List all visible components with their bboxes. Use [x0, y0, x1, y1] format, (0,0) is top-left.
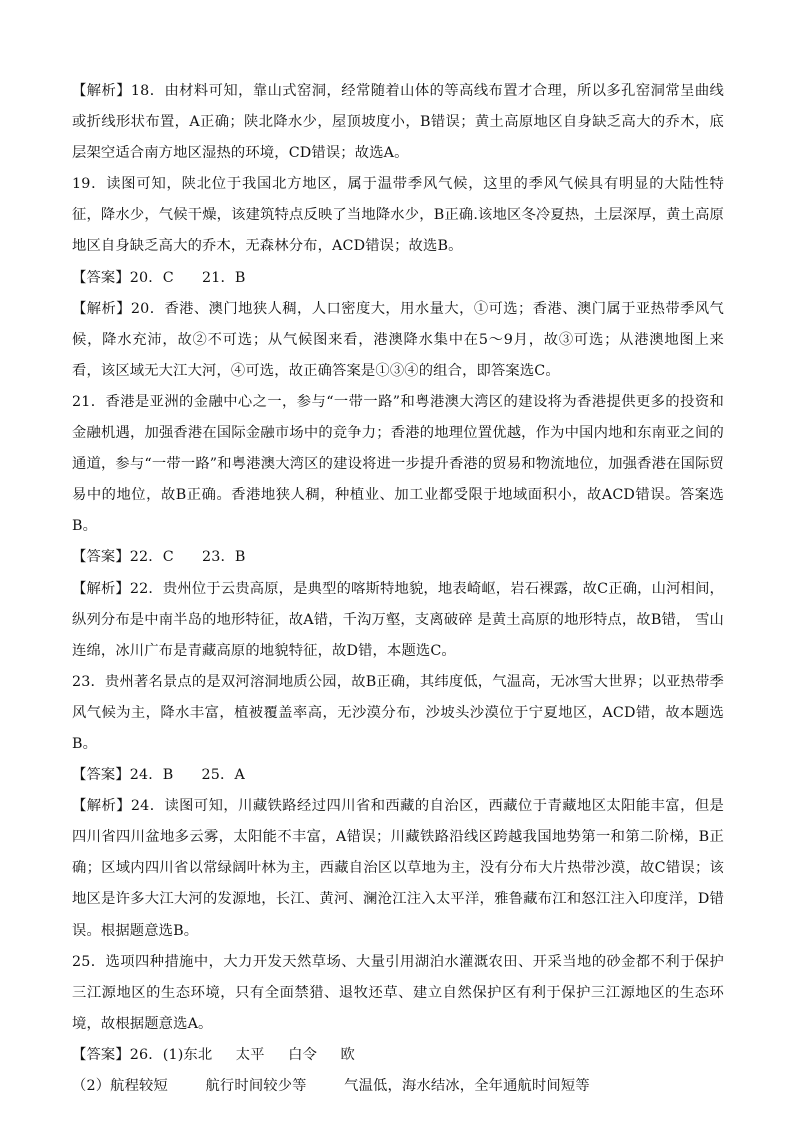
analysis-paragraph-19: 19．读图可知，陕北位于我国北方地区，属于温带季风气候，这里的季风气候具有明显的大陆性特征，降水少，气候干燥，该建筑特点反映了当地降水少，B正确.该地区冬冷夏热，土层深厚，黄土高原地区自身缺乏高大的乔木，无森林分布，ACD错误；故选B。	[72, 176, 724, 255]
document-page	[72, 76, 724, 1102]
answer-line-20-21: 【答案】20．C 21．B	[72, 269, 246, 286]
analysis-paragraph-25: 25．选项四种措施中，大力开发天然草场、大量引用湖泊水灌溉农田、开采当地的砂金都不利于保护三江源地区的生态环境，只有全面禁猎、退牧还草、建立自然保护区有利于保护三江源地区的生态环境，故根据题意选A。	[72, 953, 724, 1032]
analysis-paragraph-20: 【解析】20．香港、澳门地狭人稠，人口密度大，用水量大，①可选；香港、澳门属于亚热带季风气候，降水充沛，故②不可选；从气候图来看，港澳降水集中在5～9月，故③可选；从港澳地图上来看，该区域无大江大河，④可选，故正确答案是①③④的组合，即答案选C。	[72, 300, 724, 379]
analysis-paragraph-23: 23．贵州著名景点的是双河溶洞地质公园，故B正确，其纬度低，气温高，无冰雪大世界；以亚热带季风气候为主，降水丰富，植被覆盖率高，无沙漠分布，沙坡头沙漠位于宁夏地区，ACD错，故本题选B。	[72, 673, 724, 752]
answer-line-26-1: 【答案】26．(1)东北 太平 白令 欧	[72, 1046, 355, 1063]
answer-line-24-25: 【答案】24．B 25．A	[72, 767, 245, 784]
analysis-paragraph-22: 【解析】22．贵州位于云贵高原，是典型的喀斯特地貌，地表崎岖，岩石裸露，故C正确，山河相间，纵列分布是中南半岛的地形特征，故A错，千沟万壑，支离破碎 是黄土高原的地形特点，故B错， 雪山连绵，冰川广布是青藏高原的地貌特征，故D错，本题选C。	[72, 580, 724, 659]
answer-line-26-2: （2）航程较短 航行时间较少等 气温低，海水结冰，全年通航时间短等	[72, 1078, 590, 1094]
analysis-paragraph-18: 【解析】18．由材料可知，靠山式窑洞，经常随着山体的等高线布置才合理，所以多孔窑洞常呈曲线或折线形状布置，A正确；陕北降水少，屋顶坡度小，B错误；黄土高原地区自身缺乏高大的乔木，底层架空适合南方地区湿热的环境，CD错误；故选A。	[72, 83, 724, 162]
analysis-paragraph-24: 【解析】24．读图可知，川藏铁路经过四川省和西藏的自治区，西藏位于青藏地区太阳能丰富，但是四川省四川盆地多云雾，太阳能不丰富，A错误；川藏铁路沿线区跨越我国地势第一和第二阶梯，B正确；区域内四川省以常绿阔叶林为主，西藏自治区以草地为主，没有分布大片热带沙漠，故C错误；该地区是许多大江大河的发源地，长江、黄河、澜沧江注入太平洋，雅鲁藏布江和怒江注入印度洋，D错误。根据题意选B。	[72, 798, 724, 939]
analysis-paragraph-21: 21．香港是亚洲的金融中心之一，参与“一带一路”和粤港澳大湾区的建设将为香港提供更多的投资和金融机遇，加强香港在国际金融市场中的竞争力；香港的地理位置优越，作为中国内地和东南亚之间的通道，参与“一带一路”和粤港澳大湾区的建设将进一步提升香港的贸易和物流地位，加强香港在国际贸易中的地位，故B正确。香港地狭人稠，种植业、加工业都受限于地域面积小，故ACD错误。答案选B。	[72, 393, 724, 535]
answer-line-22-23: 【答案】22．C 23．B	[72, 549, 246, 566]
